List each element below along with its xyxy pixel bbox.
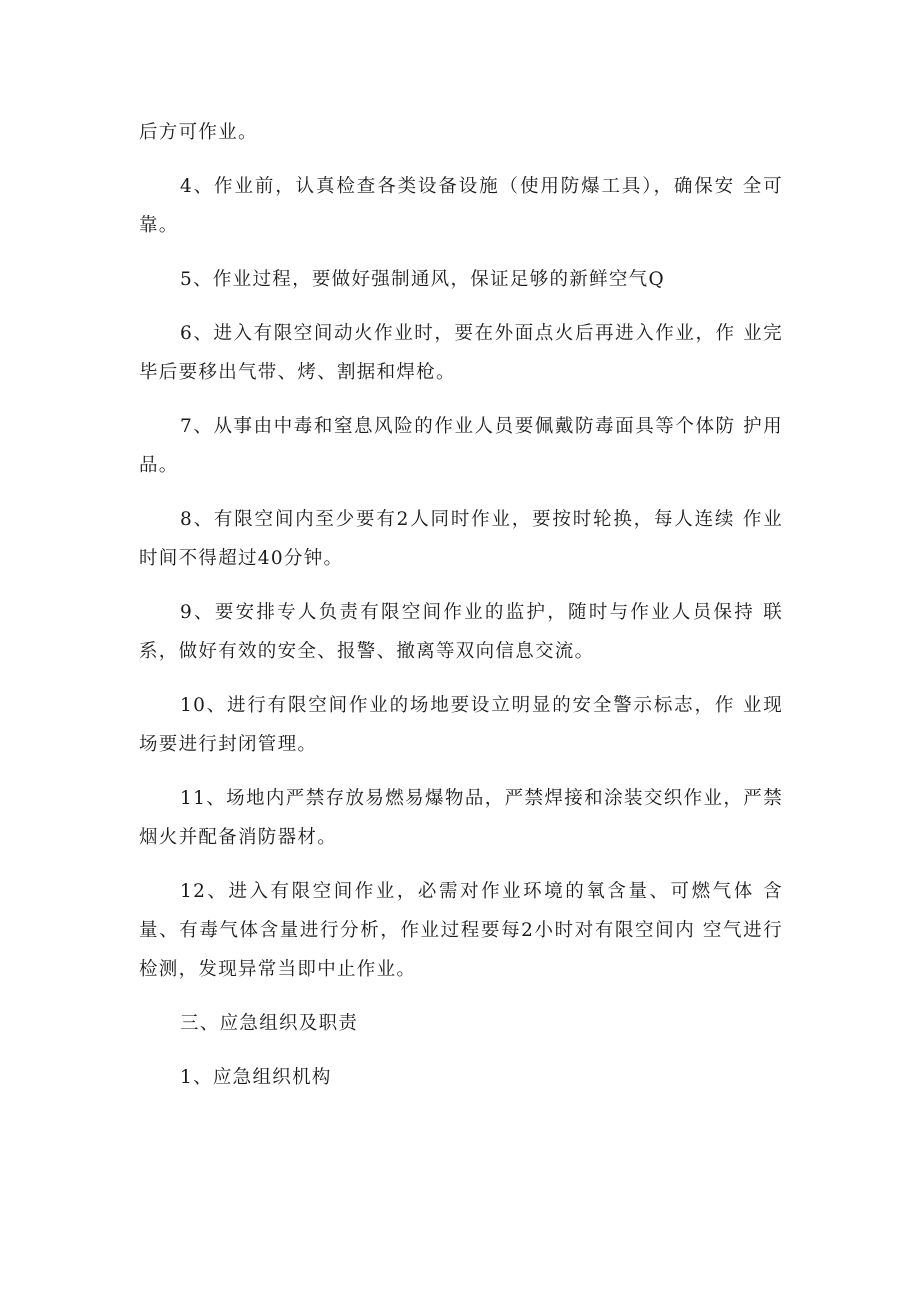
paragraph-continuation: 后方可作业。 bbox=[139, 122, 258, 143]
paragraph-item-4: 4、作业前，认真检查各类设备设施（使用防爆工具），确保安 全可靠。 bbox=[139, 176, 783, 236]
paragraph-item-7: 7、从事由中毒和窒息风险的作业人员要佩戴防毒面具等个体防 护用品。 bbox=[139, 416, 783, 476]
paragraph-item-5: 5、作业过程，要做好强制通风，保证足够的新鲜空气Q bbox=[180, 269, 665, 290]
subsection-heading: 1、应急组织机构 bbox=[180, 1067, 332, 1088]
paragraph-item-6: 6、进入有限空间动火作业时，要在外面点火后再进入作业，作 业完毕后要移出气带、烤、割据和焊枪。 bbox=[139, 323, 783, 383]
document-body bbox=[139, 113, 783, 1112]
paragraph-item-8: 8、有限空间内至少要有2人同时作业，要按时轮换，每人连续 作业时间不得超过40分钟。 bbox=[139, 509, 783, 569]
paragraph-item-11: 11、场地内严禁存放易燃易爆物品，严禁焊接和涂装交织作业，严禁烟火并配备消防器材。 bbox=[139, 788, 783, 848]
paragraph-item-9: 9、要安排专人负责有限空间作业的监护，随时与作业人员保持 联系，做好有效的安全、报警、撤离等双向信息交流。 bbox=[139, 602, 783, 662]
paragraph-item-10: 10、进行有限空间作业的场地要设立明显的安全警示标志，作 业现场要进行封闭管理。 bbox=[139, 695, 783, 755]
section-heading: 三、应急组织及职责 bbox=[180, 1013, 359, 1034]
paragraph-item-12: 12、进入有限空间作业，必需对作业环境的氧含量、可燃气体 含量、有毒气体含量进行分析，作业过程要每2小时对有限空间内 空气进行检测，发现异常当即中止作业。 bbox=[139, 881, 783, 980]
